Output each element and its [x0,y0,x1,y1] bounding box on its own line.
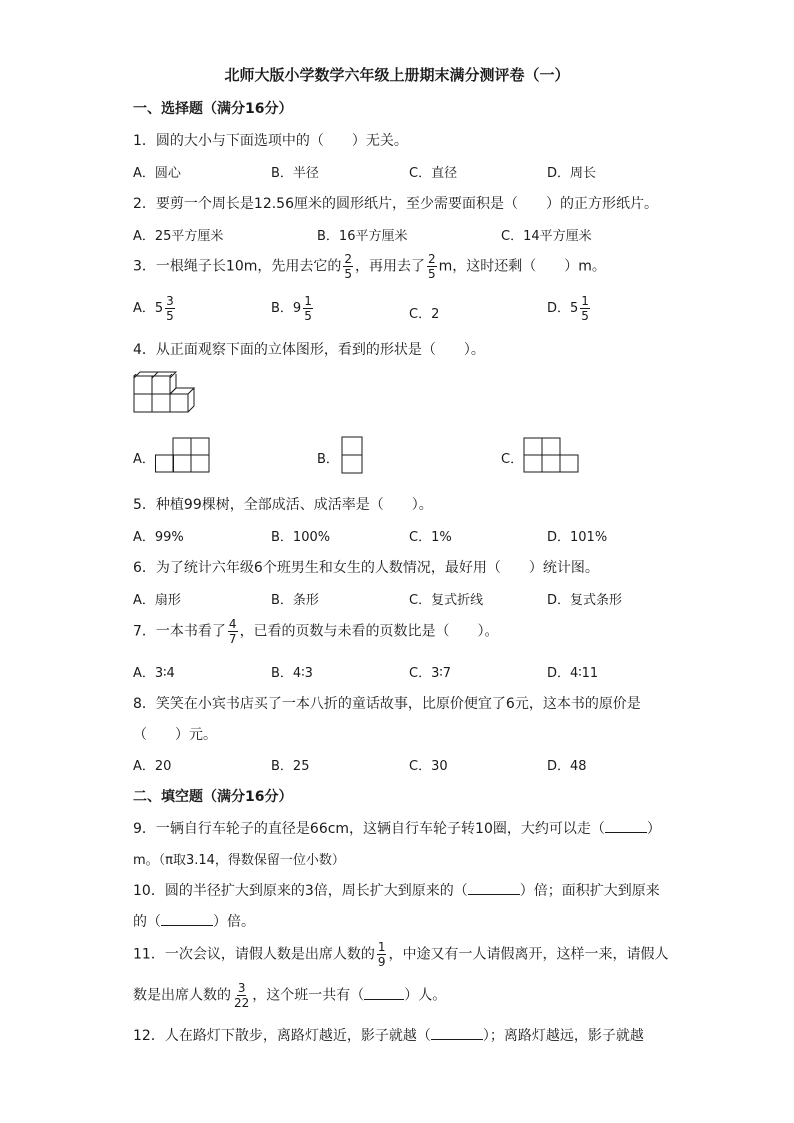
answer-blank[interactable] [605,820,647,833]
answer-blank[interactable] [431,1027,483,1040]
question-12-line-1: 12．人在路灯下散步，离路灯越近，影子就越（ ）；离路灯越远，影子就越 [133,1028,644,1044]
q1-option-d[interactable]: D．周长 [547,166,597,181]
q6-option-d[interactable]: D．复式条形 [547,593,623,608]
q6-option-a[interactable]: A．扇形 [133,593,181,608]
q5-option-c[interactable]: C．1% [409,530,452,545]
q1-option-c[interactable]: C．直径 [409,166,458,181]
answer-blank[interactable] [468,882,520,895]
q3-option-c[interactable]: C．2 [409,307,440,322]
page-title: 北师大版小学数学六年级上册期末满分测评卷（一） [224,66,570,84]
answer-blank[interactable] [364,987,404,1000]
q7-option-d[interactable]: D．4∶11 [547,666,599,681]
question-8-line-2: （ ）元。 [133,727,217,743]
q3-option-a[interactable]: A．5 $\frac{3}{5}$ [133,294,174,323]
q7-option-c[interactable]: C．3∶7 [409,666,452,681]
q4-option-c[interactable]: C． [501,452,524,467]
fraction: $\frac{4}{7}$ [228,617,237,646]
q6-option-b[interactable]: B．条形 [271,593,319,608]
q4-option-c-view [523,437,581,474]
question-5-stem: 5．种植99棵树，全部成活、成活率是（ ）。 [133,497,433,513]
q2-option-c[interactable]: C．14平方厘米 [501,229,592,244]
q5-option-b[interactable]: B．100% [271,530,331,545]
q2-option-a[interactable]: A．25平方厘米 [133,229,224,244]
q1-option-b[interactable]: B．半径 [271,166,319,181]
fraction: $\frac{2}{5}$ [428,252,436,281]
q5-option-d[interactable]: D．101% [547,530,608,545]
question-9-line-2: m。（π取3.14，得数保留一位小数） [133,853,345,868]
q4-option-b-view [341,436,364,474]
q3-option-b[interactable]: B．9 $\frac{1}{5}$ [271,294,312,323]
solid-figure-top [133,370,195,378]
question-11-line-1: 11．一次会议，请假人数是出席人数的 $\frac{1}{9}$ ，中途又有一人请假离开，这样一来，请假人 [133,940,669,969]
q6-option-c[interactable]: C．复式折线 [409,593,484,608]
q5-option-a[interactable]: A．99% [133,530,184,545]
q8-option-b[interactable]: B．25 [271,759,310,774]
q1-option-a[interactable]: A．圆心 [133,166,181,181]
q4-option-a-view [155,437,211,474]
solid-figure-diagram [133,374,195,414]
fraction: $\frac{2}{5}$ [344,252,352,281]
question-2-stem: 2．要剪一个周长是12.56厘米的圆形纸片，至少需要面积是（ ）的正方形纸片。 [133,196,658,212]
question-1-stem: 1．圆的大小与下面选项中的（ ）无关。 [133,133,408,149]
q7-option-a[interactable]: A．3∶4 [133,666,175,681]
answer-blank[interactable] [161,913,213,926]
q4-option-b[interactable]: B． [317,452,339,467]
question-10-line-2: 的（ ）倍。 [133,914,255,930]
question-9-line-1: 9．一辆自行车轮子的直径是66cm，这辆自行车轮子转10圈，大约可以走（ ） [133,821,661,837]
q4-option-a[interactable]: A． [133,452,155,467]
question-3-stem: 3．一根绳子长10m，先用去它的 $\frac{2}{5}$ ，再用去了 $\frac{2}{5}$ m，这时还剩（ ）m。 [133,252,606,281]
question-11-line-2: 数是出席人数的 $\frac{3}{22}$ ，这个班一共有（ ）人。 [133,981,447,1010]
q8-option-d[interactable]: D．48 [547,759,587,774]
section-choice-heading: 一、选择题（满分16分） [133,101,293,117]
q3-option-d[interactable]: D．5 $\frac{1}{5}$ [547,294,589,323]
fraction: $\frac{3}{22}$ [234,981,250,1010]
q8-option-a[interactable]: A．20 [133,759,172,774]
q2-option-b[interactable]: B．16平方厘米 [317,229,408,244]
question-4-stem: 4．从正面观察下面的立体图形，看到的形状是（ ）。 [133,342,485,358]
question-6-stem: 6．为了统计六年级6个班男生和女生的人数情况，最好用（ ）统计图。 [133,560,599,576]
question-7-stem: 7．一本书看了 $\frac{4}{7}$ ，已看的页数与未看的页数比是（ ）。 [133,617,499,646]
question-10-line-1: 10．圆的半径扩大到原来的3倍，周长扩大到原来的（ ）倍；面积扩大到原来 [133,883,660,899]
question-8-line-1: 8．笑笑在小宾书店买了一本八折的童话故事，比原价便宜了6元，这本书的原价是 [133,696,641,712]
q8-option-c[interactable]: C．30 [409,759,448,774]
section-fill-heading: 二、填空题（满分16分） [133,789,293,805]
q7-option-b[interactable]: B．4∶3 [271,666,313,681]
fraction: $\frac{1}{9}$ [377,940,386,969]
